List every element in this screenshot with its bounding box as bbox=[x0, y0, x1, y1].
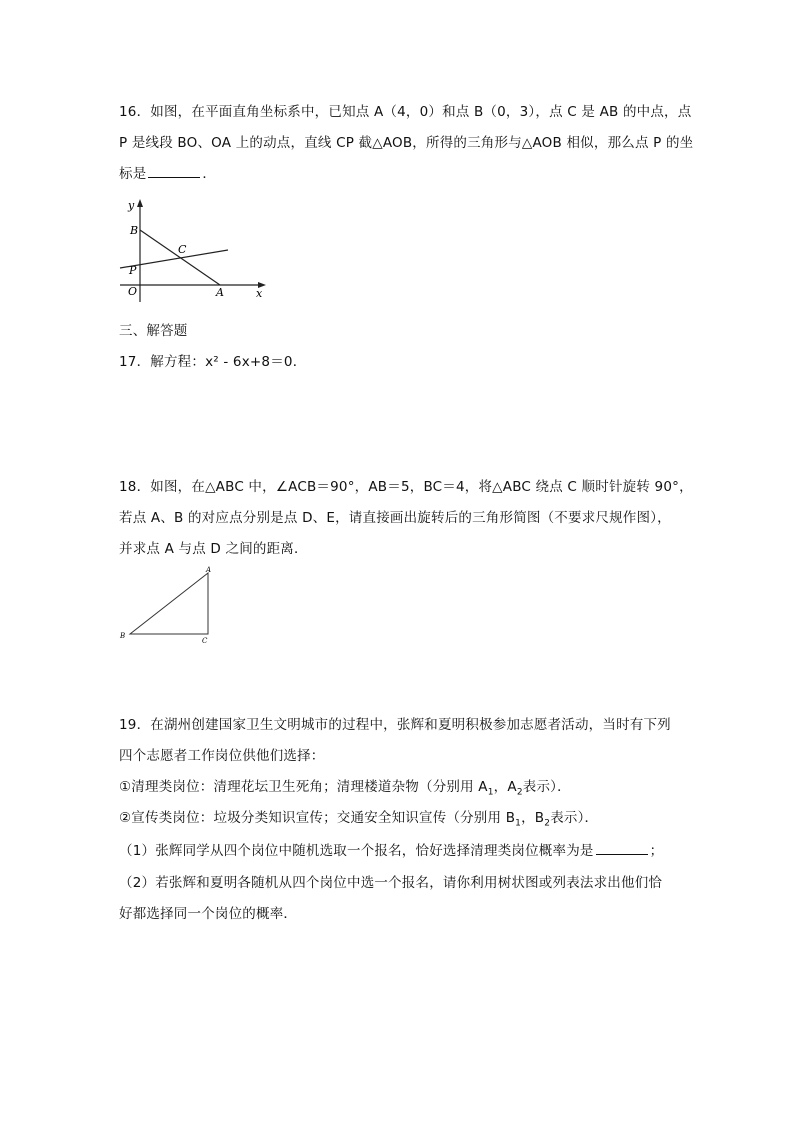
q19-part1 bbox=[119, 842, 663, 860]
label-a: A bbox=[206, 566, 212, 574]
q16-line3-end: ． bbox=[202, 166, 217, 182]
q19-line4 bbox=[119, 809, 598, 833]
q18-figure bbox=[116, 562, 226, 650]
q19-line4-pre: ②宣传类岗位：垃圾分类知识宣传；交通安全知识宣传（分别用 B bbox=[119, 810, 516, 826]
label-x: x bbox=[256, 287, 263, 300]
label-o: O bbox=[128, 285, 138, 298]
q19-part1-text: （1）张辉同学从四个岗位中随机选取一个报名，恰好选择清理类岗位概率为是 bbox=[119, 843, 594, 859]
label-c: C bbox=[202, 637, 208, 645]
q16-line3 bbox=[119, 165, 216, 183]
q19-part2-line2: 好都选择同一个岗位的概率． bbox=[119, 906, 298, 922]
sub-1: 1 bbox=[515, 818, 522, 829]
answer-blank bbox=[596, 842, 648, 855]
label-c: C bbox=[178, 243, 187, 256]
sub-2: 2 bbox=[544, 818, 551, 829]
q19-part1-end: ； bbox=[649, 843, 664, 859]
q19-line3-mid: ，A bbox=[493, 779, 517, 795]
sub-2: 2 bbox=[516, 787, 523, 798]
q19-line3 bbox=[119, 778, 571, 802]
q18-line2: 若点 A、B 的对应点分别是点 D、E，请直接画出旋转后的三角形简图（不要求尺规作图）， bbox=[119, 510, 671, 526]
q16-figure bbox=[112, 196, 272, 310]
q19-line1: 19．在湖州创建国家卫生文明城市的过程中，张辉和夏明积极参加志愿者活动，当时有下列 bbox=[119, 717, 671, 733]
q19-line2: 四个志愿者工作岗位供他们选择： bbox=[119, 748, 325, 764]
answer-blank bbox=[148, 165, 200, 178]
q18-line1: 18．如图，在△ABC 中，∠ACB＝90°，AB＝5，BC＝4，将△ABC 绕点 C 顺时针旋转 90°， bbox=[119, 479, 693, 495]
label-y: y bbox=[128, 199, 135, 212]
triangle-abc bbox=[130, 573, 208, 634]
y-axis-arrow bbox=[137, 199, 143, 207]
q18-line3: 并求点 A 与点 D 之间的距离． bbox=[119, 541, 308, 557]
q16-line3-text: 标是 bbox=[119, 166, 147, 182]
section-title: 三、解答题 bbox=[119, 323, 188, 339]
label-p: P bbox=[129, 264, 137, 277]
sub-1: 1 bbox=[487, 787, 494, 798]
label-a: A bbox=[216, 286, 224, 299]
q19-line4-post: 表示）． bbox=[550, 810, 599, 826]
q17-text: 17．解方程：x² - 6x+8＝0． bbox=[119, 354, 307, 370]
q19-line4-mid: ，B bbox=[521, 810, 545, 826]
q16-line2: P 是线段 BO、OA 上的动点，直线 CP 截△AOB，所得的三角形与△AOB 相似，那么点 P 的坐 bbox=[119, 135, 694, 151]
q16-line1: 16．如图，在平面直角坐标系中，已知点 A（4，0）和点 B（0，3），点 C 是 AB 的中点，点 bbox=[119, 104, 692, 120]
label-b: B bbox=[120, 632, 126, 640]
q19-line3-post: 表示）． bbox=[522, 779, 571, 795]
q19-part2-line1: （2）若张辉和夏明各随机从四个岗位中选一个报名，请你利用树状图或列表法求出他们恰 bbox=[119, 875, 663, 891]
q19-line3-pre: ①清理类岗位：清理花坛卫生死角；清理楼道杂物（分别用 A bbox=[119, 779, 488, 795]
label-b: B bbox=[130, 224, 139, 237]
